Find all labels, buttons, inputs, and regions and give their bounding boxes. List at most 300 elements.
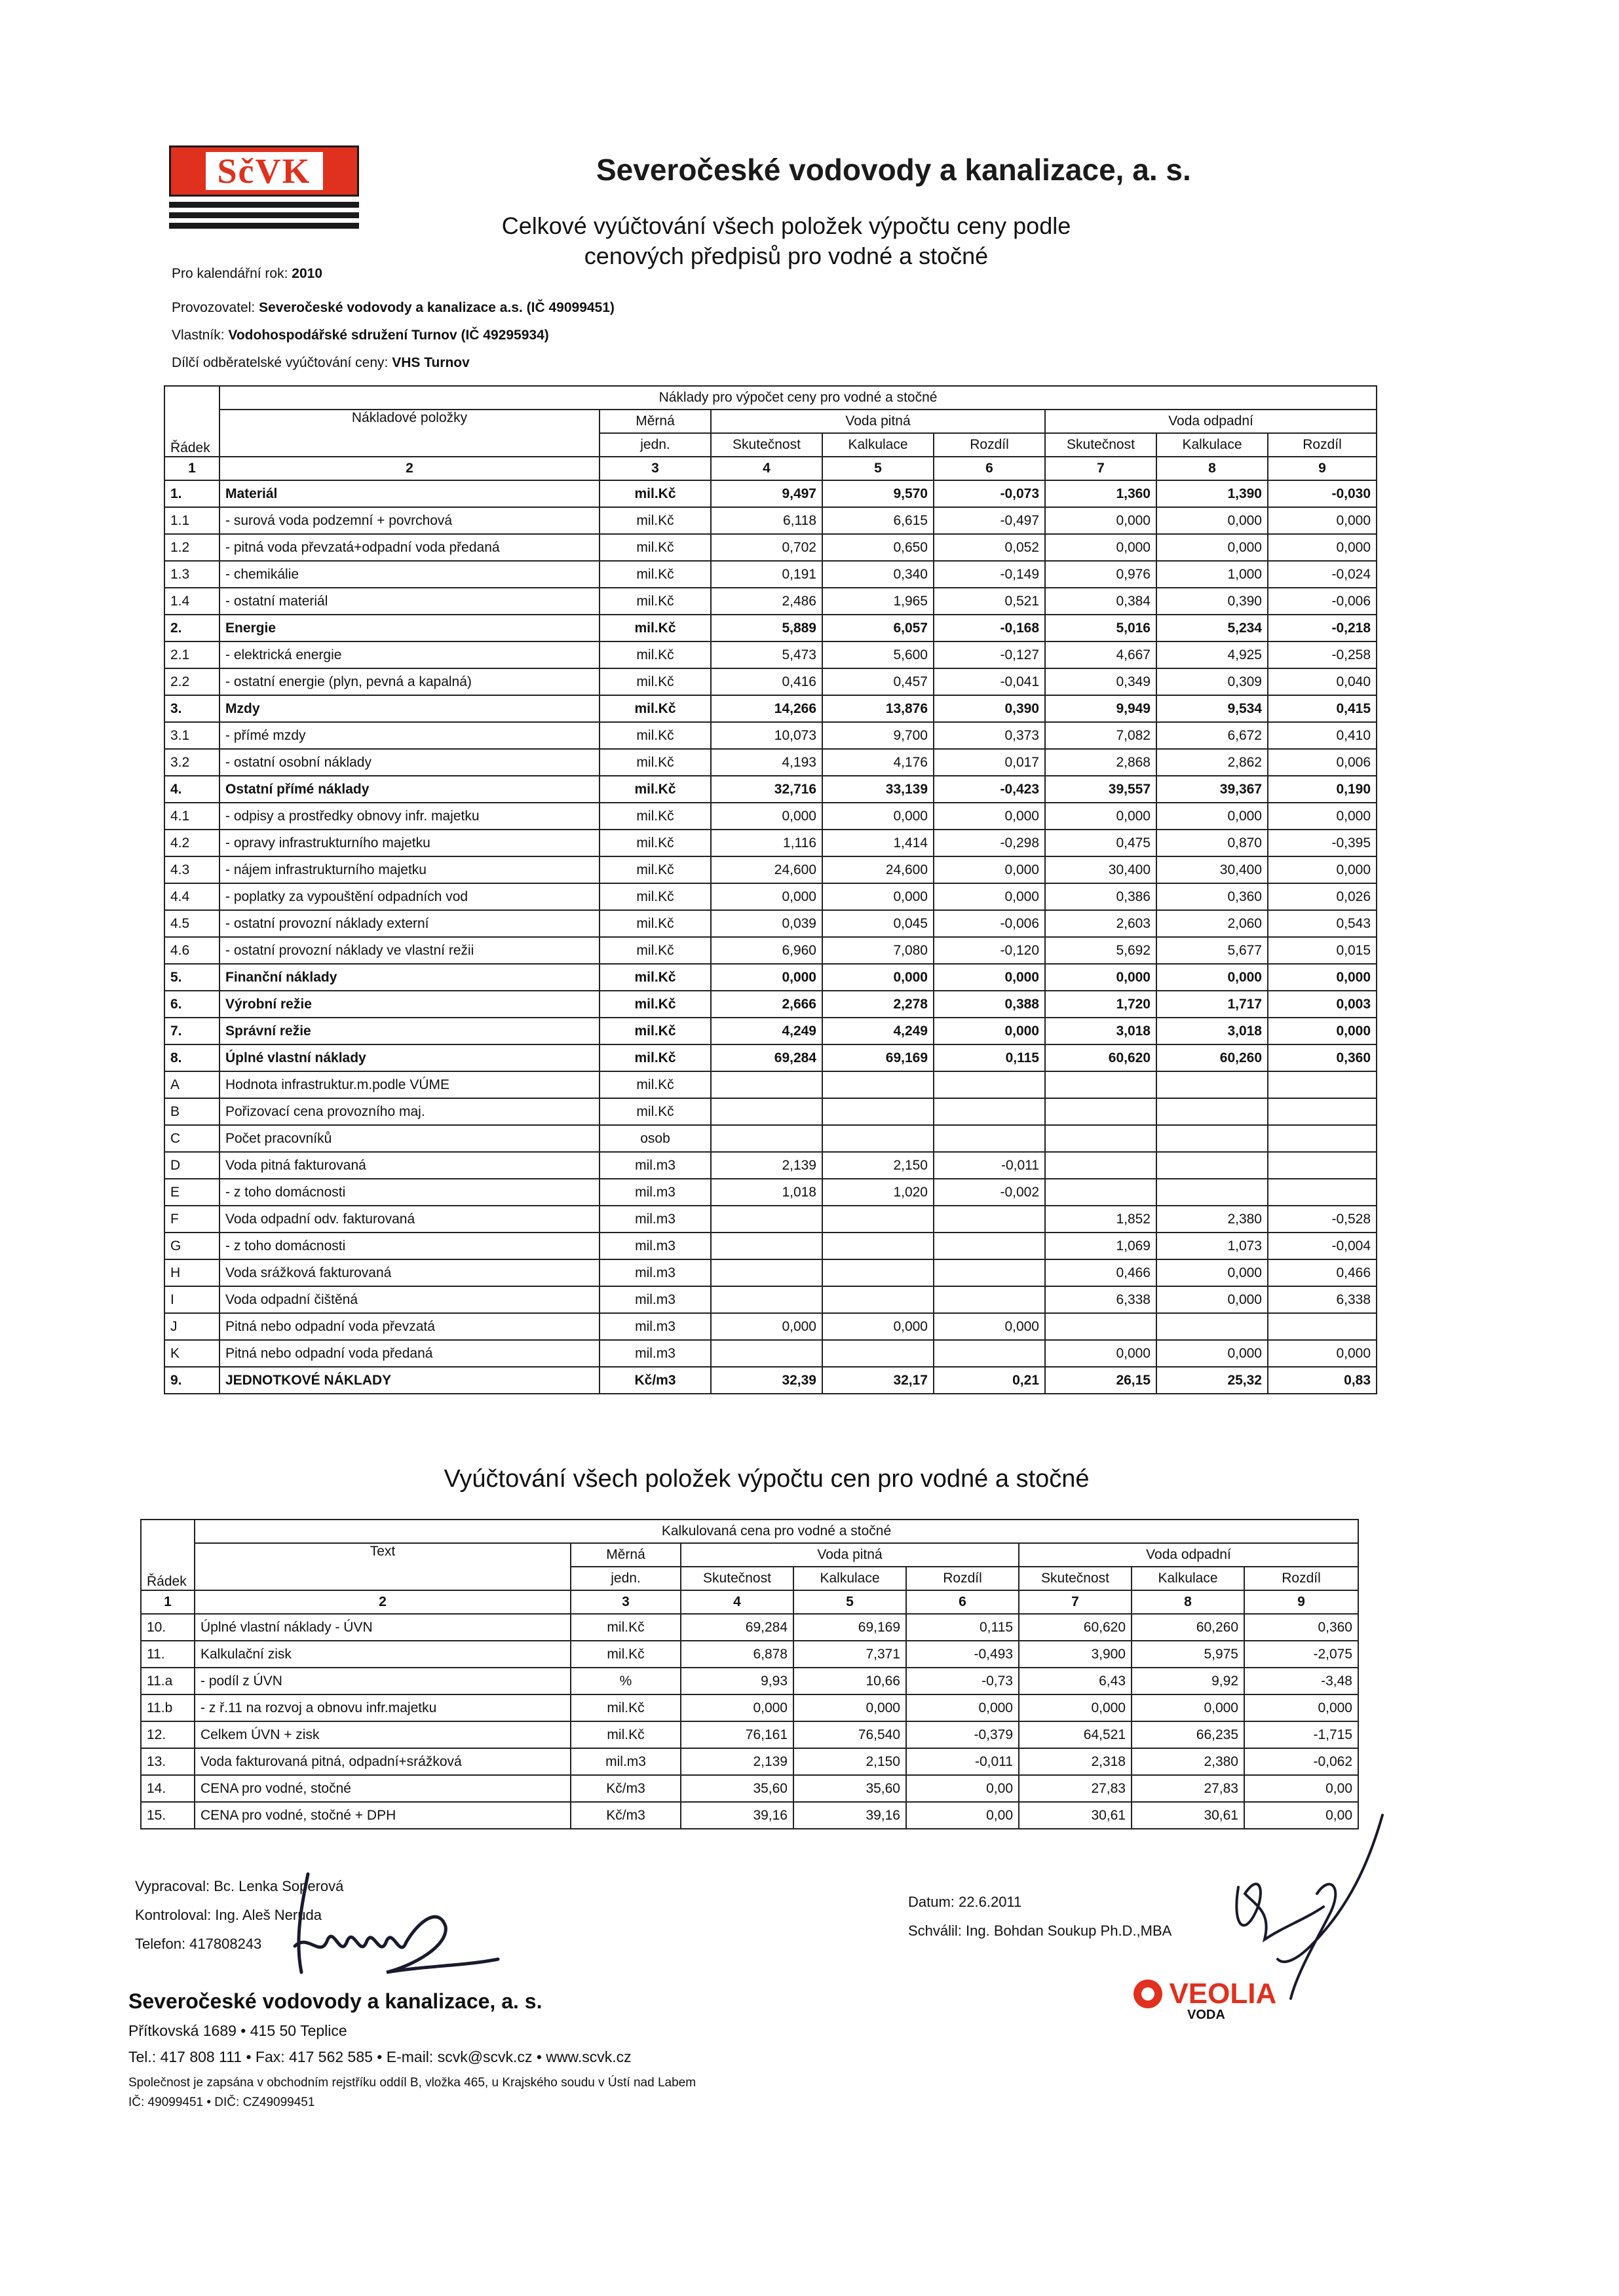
value-cell: 0,039 — [711, 910, 822, 937]
document-title — [459, 211, 1114, 271]
row-unit: mil.m3 — [600, 1340, 711, 1367]
value-cell: 26,15 — [1045, 1367, 1156, 1394]
value-cell: -0,006 — [934, 910, 1045, 937]
row-id: 1.4 — [164, 588, 219, 615]
column-number: 8 — [1156, 457, 1268, 480]
row-label: Úplné vlastní náklady — [219, 1044, 600, 1071]
value-cell: 0,000 — [822, 803, 934, 830]
value-cell: 0,000 — [1268, 1018, 1377, 1044]
value-cell: 4,249 — [711, 1018, 822, 1044]
value-cell: 0,415 — [1268, 695, 1377, 722]
table-row — [164, 776, 1377, 803]
row-unit: mil.Kč — [600, 588, 711, 615]
row-label: Pitná nebo odpadní voda předaná — [219, 1340, 600, 1367]
meta-year-label: Pro kalendářní rok: — [172, 266, 288, 281]
header-voda-odpadni: Voda odpadní — [1045, 410, 1377, 433]
column-number: 9 — [1268, 457, 1377, 480]
value-cell — [934, 1340, 1045, 1367]
value-cell: -0,168 — [934, 615, 1045, 641]
value-cell: 30,61 — [1132, 1802, 1244, 1829]
value-cell: 0,309 — [1156, 668, 1268, 695]
row-label: Pořizovací cena provozního maj. — [219, 1098, 600, 1125]
row-id: F — [164, 1206, 219, 1233]
value-cell: -0,002 — [934, 1179, 1045, 1206]
footer-register: Společnost je zapsána v obchodním rejstříku oddíl B, vložka 465, u Krajského soudu v Ústí nad Labem — [128, 2076, 696, 2090]
table-row — [164, 803, 1377, 830]
row-id: H — [164, 1259, 219, 1286]
row-unit: mil.Kč — [600, 1071, 711, 1098]
value-cell: 9,949 — [1045, 695, 1156, 722]
value-cell: -0,493 — [906, 1641, 1019, 1668]
column-number: 1 — [164, 457, 219, 480]
value-cell: 66,235 — [1132, 1721, 1244, 1748]
row-label: Voda pitná fakturovaná — [219, 1152, 600, 1179]
header-radek: Řádek — [164, 386, 219, 457]
meta-partial-label: Dílčí odběratelské vyúčtování ceny: — [172, 355, 389, 370]
value-cell: 0,21 — [934, 1367, 1045, 1394]
value-cell: 4,193 — [711, 749, 822, 776]
row-label: Celkem ÚVN + zisk — [195, 1721, 571, 1748]
row-id: 3.2 — [164, 749, 219, 776]
value-cell: 0,360 — [1268, 1044, 1377, 1071]
value-cell: -0,528 — [1268, 1206, 1377, 1233]
value-cell: 0,457 — [822, 668, 934, 695]
table-row — [164, 1259, 1377, 1286]
value-cell: 0,373 — [934, 722, 1045, 749]
value-cell — [822, 1340, 934, 1367]
table-row — [164, 1286, 1377, 1313]
value-cell: 9,92 — [1132, 1668, 1244, 1694]
value-cell: 4,249 — [822, 1018, 934, 1044]
phone: Telefon: 417808243 — [135, 1936, 262, 1952]
meta-owner — [172, 328, 549, 343]
row-id: 1.1 — [164, 507, 219, 534]
value-cell: 0,015 — [1268, 937, 1377, 964]
table-row — [164, 856, 1377, 883]
row-id: 6. — [164, 991, 219, 1018]
value-cell — [1045, 1071, 1156, 1098]
value-cell: 0,000 — [1268, 964, 1377, 991]
table-row — [164, 1098, 1377, 1125]
row-id: D — [164, 1152, 219, 1179]
column-number: 5 — [793, 1590, 906, 1614]
value-cell: 6,878 — [681, 1641, 793, 1668]
value-cell: 24,600 — [822, 856, 934, 883]
value-cell: 1,018 — [711, 1179, 822, 1206]
row-id: B — [164, 1098, 219, 1125]
table-row — [164, 615, 1377, 641]
row-unit: mil.Kč — [600, 534, 711, 561]
value-cell: 1,720 — [1045, 991, 1156, 1018]
value-cell: 5,600 — [822, 641, 934, 668]
value-cell: -0,011 — [906, 1748, 1019, 1775]
column-number: 6 — [906, 1590, 1019, 1614]
value-cell: 2,150 — [822, 1152, 934, 1179]
row-label: CENA pro vodné, stočné — [195, 1775, 571, 1802]
value-cell: 0,052 — [934, 534, 1045, 561]
row-id: I — [164, 1286, 219, 1313]
column-number: 4 — [681, 1590, 793, 1614]
header-skutecnost: Skutečnost — [1045, 433, 1156, 457]
value-cell: 0,870 — [1156, 830, 1268, 856]
header-unit-1: Měrná — [600, 410, 711, 433]
table-row — [164, 641, 1377, 668]
value-cell: 69,169 — [822, 1044, 934, 1071]
table-row — [164, 1125, 1377, 1152]
footer-contact: Tel.: 417 808 111 • Fax: 417 562 585 • E-mail: scvk@scvk.cz • www.scvk.cz — [128, 2048, 632, 2065]
value-cell: 39,557 — [1045, 776, 1156, 803]
row-unit: mil.m3 — [600, 1206, 711, 1233]
row-label: Materiál — [219, 480, 600, 507]
column-number: 5 — [822, 457, 934, 480]
value-cell: 5,692 — [1045, 937, 1156, 964]
row-id: 2.2 — [164, 668, 219, 695]
title-line-1: Celkové vyúčtování všech položek výpočtu ceny podle — [501, 212, 1071, 239]
value-cell: 0,003 — [1268, 991, 1377, 1018]
value-cell: 0,000 — [1045, 803, 1156, 830]
table-row — [164, 480, 1377, 507]
value-cell: 0,115 — [906, 1614, 1019, 1641]
value-cell: 9,700 — [822, 722, 934, 749]
value-cell: 2,139 — [711, 1152, 822, 1179]
value-cell: 0,521 — [934, 588, 1045, 615]
value-cell — [711, 1233, 822, 1259]
value-cell: -0,062 — [1244, 1748, 1358, 1775]
row-label: - podíl z ÚVN — [195, 1668, 571, 1694]
header-unit-2: jedn. — [600, 433, 711, 457]
meta-partial-value: VHS Turnov — [392, 355, 470, 370]
veolia-mark-icon — [1133, 1980, 1162, 2008]
row-unit: mil.m3 — [600, 1233, 711, 1259]
row-label: Pitná nebo odpadní voda převzatá — [219, 1313, 600, 1340]
header-kalkulace: Kalkulace — [793, 1567, 906, 1590]
value-cell: 0,976 — [1045, 561, 1156, 588]
row-id: 9. — [164, 1367, 219, 1394]
value-cell: 0,000 — [711, 964, 822, 991]
value-cell — [1156, 1179, 1268, 1206]
value-cell: -0,011 — [934, 1152, 1045, 1179]
value-cell: 0,466 — [1045, 1259, 1156, 1286]
value-cell: 0,390 — [1156, 588, 1268, 615]
value-cell: 0,000 — [1268, 1340, 1377, 1367]
row-id: A — [164, 1071, 219, 1098]
value-cell — [934, 1259, 1045, 1286]
row-id: 5. — [164, 964, 219, 991]
header-text: Text — [195, 1543, 571, 1590]
header-unit-2: jedn. — [571, 1567, 681, 1590]
value-cell: 0,00 — [1244, 1775, 1358, 1802]
value-cell: 2,278 — [822, 991, 934, 1018]
price-calculation-table — [140, 1519, 1359, 1829]
row-label: - z toho domácnosti — [219, 1233, 600, 1259]
value-cell: 0,000 — [1045, 507, 1156, 534]
row-unit: mil.Kč — [600, 615, 711, 641]
table-row — [164, 561, 1377, 588]
table-row — [141, 1668, 1358, 1694]
row-id: E — [164, 1179, 219, 1206]
value-cell: 1,000 — [1156, 561, 1268, 588]
row-unit: mil.Kč — [600, 695, 711, 722]
header-rozdil: Rozdíl — [1244, 1567, 1358, 1590]
row-label: - z toho domácnosti — [219, 1179, 600, 1206]
row-label: - ostatní osobní náklady — [219, 749, 600, 776]
value-cell: 0,000 — [1268, 803, 1377, 830]
row-label: - ostatní provozní náklady ve vlastní režii — [219, 937, 600, 964]
value-cell — [1156, 1152, 1268, 1179]
value-cell: 69,169 — [793, 1614, 906, 1641]
value-cell: -0,120 — [934, 937, 1045, 964]
meta-operator-label: Provozovatel: — [172, 300, 256, 315]
row-label: - odpisy a prostředky obnovy infr. majetku — [219, 803, 600, 830]
value-cell: 0,191 — [711, 561, 822, 588]
column-number: 8 — [1132, 1590, 1244, 1614]
row-label: - pitná voda převzatá+odpadní voda předaná — [219, 534, 600, 561]
footer-address: Přítkovská 1689 • 415 50 Teplice — [128, 2022, 347, 2039]
value-cell: -0,004 — [1268, 1233, 1377, 1259]
value-cell: 27,83 — [1019, 1775, 1132, 1802]
value-cell — [1268, 1098, 1377, 1125]
row-unit: % — [571, 1668, 681, 1694]
row-unit: mil.Kč — [571, 1641, 681, 1668]
value-cell: 4,667 — [1045, 641, 1156, 668]
value-cell: 0,000 — [793, 1694, 906, 1721]
table-row — [164, 534, 1377, 561]
row-id: 15. — [141, 1802, 195, 1829]
value-cell — [822, 1286, 934, 1313]
value-cell — [822, 1071, 934, 1098]
value-cell — [822, 1098, 934, 1125]
value-cell: 0,000 — [1156, 803, 1268, 830]
value-cell: 3,900 — [1019, 1641, 1132, 1668]
value-cell: -0,030 — [1268, 480, 1377, 507]
value-cell: 32,39 — [711, 1367, 822, 1394]
table-row — [164, 1071, 1377, 1098]
scvk-logo — [169, 145, 359, 244]
row-unit: mil.Kč — [600, 803, 711, 830]
cost-items-table — [164, 385, 1377, 1394]
value-cell — [711, 1125, 822, 1152]
value-cell: 9,534 — [1156, 695, 1268, 722]
row-id: 4.6 — [164, 937, 219, 964]
footer-company: Severočeské vodovody a kanalizace, a. s. — [128, 1989, 543, 2013]
row-label: - ostatní materiál — [219, 588, 600, 615]
row-label: - z ř.11 na rozvoj a obnovu infr.majetku — [195, 1694, 571, 1721]
row-unit: Kč/m3 — [571, 1802, 681, 1829]
value-cell: 2,666 — [711, 991, 822, 1018]
value-cell: -0,149 — [934, 561, 1045, 588]
value-cell: 13,876 — [822, 695, 934, 722]
value-cell — [1156, 1098, 1268, 1125]
row-id: 3. — [164, 695, 219, 722]
value-cell: 1,414 — [822, 830, 934, 856]
value-cell: 60,620 — [1019, 1614, 1132, 1641]
signature-right — [1219, 1808, 1402, 2005]
value-cell — [1045, 1152, 1156, 1179]
value-cell: 0,000 — [711, 883, 822, 910]
row-label: JEDNOTKOVÉ NÁKLADY — [219, 1367, 600, 1394]
value-cell: 2,060 — [1156, 910, 1268, 937]
value-cell: 69,284 — [711, 1044, 822, 1071]
table-row — [141, 1694, 1358, 1721]
logo-box — [169, 145, 359, 197]
value-cell — [1045, 1313, 1156, 1340]
value-cell: 32,716 — [711, 776, 822, 803]
value-cell: -2,075 — [1244, 1641, 1358, 1668]
value-cell: 5,473 — [711, 641, 822, 668]
value-cell: 0,000 — [681, 1694, 793, 1721]
value-cell: 5,889 — [711, 615, 822, 641]
meta-operator-value: Severočeské vodovody a kanalizace a.s. (IČ 49099451) — [259, 300, 615, 315]
value-cell: 0,000 — [1019, 1694, 1132, 1721]
row-label: - nájem infrastrukturního majetku — [219, 856, 600, 883]
row-id: C — [164, 1125, 219, 1152]
value-cell: 0,360 — [1244, 1614, 1358, 1641]
row-unit: mil.Kč — [600, 910, 711, 937]
value-cell: 0,000 — [1045, 964, 1156, 991]
row-unit: mil.Kč — [600, 1098, 711, 1125]
row-id: 1.3 — [164, 561, 219, 588]
table-row — [164, 749, 1377, 776]
value-cell — [934, 1206, 1045, 1233]
value-cell — [1156, 1313, 1268, 1340]
meta-owner-label: Vlastník: — [172, 328, 225, 343]
value-cell: 6,672 — [1156, 722, 1268, 749]
value-cell — [711, 1098, 822, 1125]
value-cell: 1,717 — [1156, 991, 1268, 1018]
header-rozdil: Rozdíl — [906, 1567, 1019, 1590]
table-row — [164, 1233, 1377, 1259]
header-skutecnost: Skutečnost — [1019, 1567, 1132, 1590]
row-unit: mil.m3 — [600, 1179, 711, 1206]
value-cell — [1268, 1071, 1377, 1098]
row-label: - surová voda podzemní + povrchová — [219, 507, 600, 534]
value-cell: 0,410 — [1268, 722, 1377, 749]
value-cell: 0,00 — [906, 1802, 1019, 1829]
table-row — [164, 830, 1377, 856]
value-cell: 60,260 — [1132, 1614, 1244, 1641]
footer-ids: IČ: 49099451 • DIČ: CZ49099451 — [128, 2095, 315, 2109]
value-cell: 0,000 — [822, 883, 934, 910]
title-line-2: cenových předpisů pro vodné a stočné — [584, 242, 989, 269]
header-unit-1: Měrná — [571, 1543, 681, 1567]
value-cell: 35,60 — [681, 1775, 793, 1802]
section2-title: Vyúčtování všech položek výpočtu cen pro vodné a stočné — [444, 1465, 1090, 1493]
value-cell: 0,000 — [822, 1313, 934, 1340]
value-cell — [822, 1125, 934, 1152]
column-number: 6 — [934, 457, 1045, 480]
table-row — [164, 1044, 1377, 1071]
table-row — [164, 695, 1377, 722]
value-cell: 60,260 — [1156, 1044, 1268, 1071]
table-row — [141, 1614, 1358, 1641]
column-number: 2 — [195, 1590, 571, 1614]
value-cell: 0,390 — [934, 695, 1045, 722]
value-cell: 27,83 — [1132, 1775, 1244, 1802]
row-id: 4.5 — [164, 910, 219, 937]
row-id: 4.4 — [164, 883, 219, 910]
row-label: Úplné vlastní náklady - ÚVN — [195, 1614, 571, 1641]
value-cell: -0,218 — [1268, 615, 1377, 641]
row-unit: mil.Kč — [600, 641, 711, 668]
value-cell — [822, 1233, 934, 1259]
value-cell: 0,000 — [1156, 1259, 1268, 1286]
value-cell: 0,006 — [1268, 749, 1377, 776]
table1-caption: Náklady pro výpočet ceny pro vodné a stočné — [219, 386, 1377, 410]
value-cell — [934, 1071, 1045, 1098]
row-id: 4. — [164, 776, 219, 803]
value-cell — [711, 1286, 822, 1313]
value-cell: 25,32 — [1156, 1367, 1268, 1394]
prepared-by: Vypracoval: Bc. Lenka Soperová — [135, 1878, 344, 1894]
value-cell: 0,026 — [1268, 883, 1377, 910]
value-cell — [1268, 1152, 1377, 1179]
header-skutecnost: Skutečnost — [681, 1567, 793, 1590]
value-cell: 7,371 — [793, 1641, 906, 1668]
header-kalkulace: Kalkulace — [822, 433, 934, 457]
value-cell: 4,176 — [822, 749, 934, 776]
value-cell: 30,400 — [1156, 856, 1268, 883]
value-cell: 0,000 — [1045, 534, 1156, 561]
row-label: - ostatní provozní náklady externí — [219, 910, 600, 937]
value-cell: 0,040 — [1268, 668, 1377, 695]
value-cell: 32,17 — [822, 1367, 934, 1394]
row-id: K — [164, 1340, 219, 1367]
row-unit: mil.Kč — [600, 991, 711, 1018]
row-unit: mil.Kč — [571, 1614, 681, 1641]
value-cell: -0,379 — [906, 1721, 1019, 1748]
value-cell: 0,00 — [1244, 1802, 1358, 1829]
table2-caption: Kalkulovaná cena pro vodné a stočné — [195, 1520, 1358, 1543]
row-id: 7. — [164, 1018, 219, 1044]
value-cell: 0,000 — [934, 803, 1045, 830]
approved-by: Schválil: Ing. Bohdan Soukup Ph.D.,MBA — [908, 1923, 1172, 1939]
row-label: - ostatní energie (plyn, pevná a kapalná) — [219, 668, 600, 695]
value-cell: 0,340 — [822, 561, 934, 588]
meta-owner-value: Vodohospodářské sdružení Turnov (IČ 49295934) — [228, 328, 549, 343]
value-cell: 24,600 — [711, 856, 822, 883]
value-cell — [711, 1259, 822, 1286]
table-row — [164, 883, 1377, 910]
value-cell: 0,000 — [711, 803, 822, 830]
value-cell: 0,045 — [822, 910, 934, 937]
veolia-wordmark: VEOLIA — [1169, 1978, 1277, 2010]
value-cell: 0,349 — [1045, 668, 1156, 695]
value-cell — [1045, 1125, 1156, 1152]
value-cell: 0,000 — [1156, 507, 1268, 534]
row-unit: mil.Kč — [600, 561, 711, 588]
row-id: 1.2 — [164, 534, 219, 561]
value-cell: 0,000 — [1268, 856, 1377, 883]
value-cell: 7,082 — [1045, 722, 1156, 749]
value-cell: 0,386 — [1045, 883, 1156, 910]
value-cell: 0,543 — [1268, 910, 1377, 937]
row-unit: mil.m3 — [600, 1259, 711, 1286]
value-cell: -0,497 — [934, 507, 1045, 534]
row-id: 4.2 — [164, 830, 219, 856]
column-number: 3 — [600, 457, 711, 480]
value-cell: 0,000 — [906, 1694, 1019, 1721]
value-cell — [822, 1206, 934, 1233]
header-rozdil: Rozdíl — [1268, 433, 1377, 457]
value-cell: 33,139 — [822, 776, 934, 803]
value-cell: 3,018 — [1156, 1018, 1268, 1044]
row-label: Výrobní režie — [219, 991, 600, 1018]
value-cell — [1045, 1098, 1156, 1125]
signature-left — [282, 1867, 518, 1992]
value-cell: 0,475 — [1045, 830, 1156, 856]
value-cell: 2,862 — [1156, 749, 1268, 776]
header-kalkulace: Kalkulace — [1156, 433, 1268, 457]
